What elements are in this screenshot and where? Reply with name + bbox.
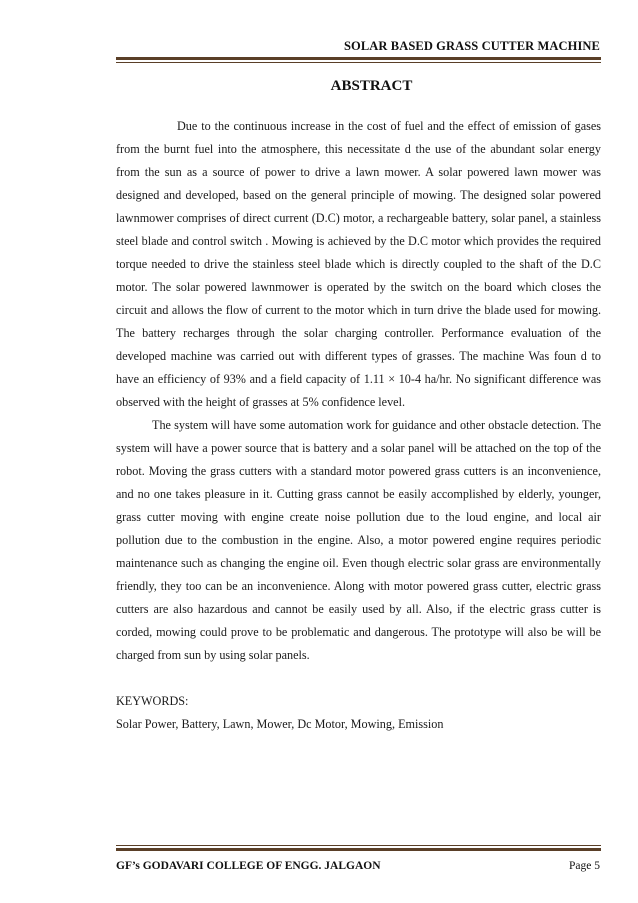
abstract-paragraph-1: Due to the continuous increase in the cost of fuel and the effect of emission of gases from the burnt fuel into the atmosphere, this necessitate d the use of the abundant solar energy from the sun as a source of power to drive a lawn mower. A solar powered lawn mower was designed and developed, based on the general principle of mowing. The designed solar powered lawnmower comprises of direct current (D.C) motor, a rechargeable battery, solar panel, a stainless steel blade and control switch . Mowing is achieved by the D.C motor which provides the required torque needed to drive the stainless steel blade which is directly coupled to the shaft of the D.C motor. The solar powered lawnmower is operated by the switch on the board which closes the circuit and allows the flow of current to the motor which in turn drive the blade used for mowing. The battery recharges through the solar charging controller. Performance evaluation of the developed machine was carried out with different types of grasses. The machine Was foun d to have an efficiency of 93% and a field capacity of 1.11 × 10-4 ha/hr. No significant difference was observed with the height of grasses at 5% confidence level.: [116, 119, 601, 409]
keywords-label: KEYWORDS:: [116, 694, 189, 708]
footer-institution: GF’s GODAVARI COLLEGE OF ENGG. JALGAON: [116, 860, 381, 872]
section-heading: ABSTRACT: [330, 78, 413, 94]
page-number: Page 5: [569, 860, 600, 872]
header-rule-thick: [116, 57, 601, 60]
footer-rule-thick: [116, 848, 601, 851]
footer-rule-thin: [116, 845, 601, 846]
body-text: [116, 115, 601, 736]
keywords-list: Solar Power, Battery, Lawn, Mower, Dc Motor, Mowing, Emission: [116, 717, 444, 731]
running-header-title: SOLAR BASED GRASS CUTTER MACHINE: [343, 39, 600, 53]
abstract-paragraph-2: The system will have some automation work for guidance and other obstacle detection. The system will have a power source that is battery and a solar panel will be attached on the top of the robot. Moving the grass cutters with a standard motor powered grass cutters is an inconvenience, and no one takes pleasure in it. Cutting grass cannot be easily accomplished by elderly, younger, grass cutter moving with engine create noise pollution due to the loud engine, and local air pollution due to the combustion in the engine. Also, a motor powered engine requires periodic maintenance such as changing the engine oil. Even though electric solar grass are environmentally friendly, they too can be an inconvenience. Along with motor powered grass cutter, electric grass cutters are also hazardous and cannot be easily used by all. Also, if the electric grass cutter is corded, mowing could prove to be problematic and dangerous. The prototype will also be will be charged from sun by using solar panels.: [116, 418, 601, 662]
header-rule-thin: [116, 62, 601, 63]
